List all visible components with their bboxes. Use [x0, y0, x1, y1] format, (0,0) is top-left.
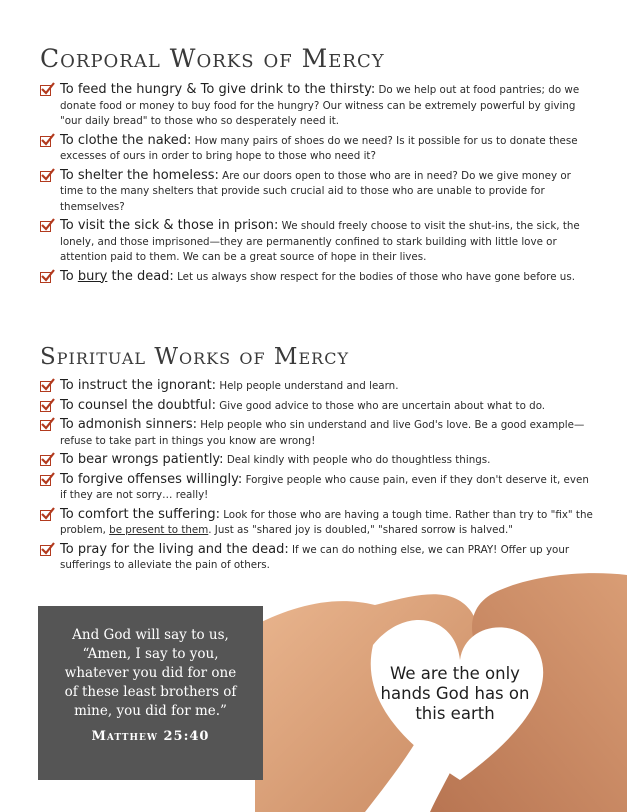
quote-line: whatever you did for one [64, 665, 237, 681]
checkbox-icon [40, 85, 51, 96]
hands-caption [370, 664, 540, 724]
scripture-quote-box [38, 606, 263, 780]
caption-line: this earth [415, 704, 495, 723]
quote-line: “Amen, I say to you, [82, 646, 219, 662]
work-title: To instruct the ignorant: [60, 378, 217, 393]
work-title: To comfort the suffering: [60, 506, 220, 522]
list-item [40, 472, 596, 504]
work-title: To forgive offenses willingly: [60, 471, 243, 487]
checkbox-icon [40, 381, 51, 392]
work-description: Do we help out at food pantries; do we donate food or money to buy food for the hungry? Our witness can be extremely powerful by giving "our daily bread" to those who so desperately need it. [60, 84, 580, 127]
work-title-underlined: bury [77, 268, 108, 284]
work-description: If we can do nothing else, we can PRAY! Offer up your sufferings to alleviate the pain of others. [60, 543, 570, 571]
work-description: Help people who sin understand and live God's love. Be a good example— refuse to take part in things you know are wrong! [60, 419, 585, 447]
work-title: To bear wrongs patiently: [60, 452, 224, 467]
quote-line: And God will say to us, [72, 627, 229, 643]
work-title [60, 269, 174, 284]
work-title: To clothe the naked: [60, 132, 192, 148]
checkbox-icon [40, 510, 51, 521]
checkbox-icon [40, 136, 51, 147]
list-item [40, 452, 596, 469]
caption-line: hands God has on [380, 684, 530, 703]
list-item [40, 133, 596, 165]
checkbox-icon [40, 420, 51, 431]
list-item [40, 82, 596, 130]
work-description: How many pairs of shoes do we need? Is it possible for us to donate these excesses of ours in order to bring hope to those who need it? [60, 134, 578, 162]
list-item [40, 168, 596, 216]
quote-line: of these least brothers of [64, 684, 237, 700]
quote-text [38, 626, 263, 721]
caption-line: We are the only [390, 664, 520, 683]
list-item [40, 398, 596, 415]
work-description-part: Look for those who are having a tough time. Rather than try to "fix" the problem, [60, 508, 593, 536]
work-title-pre: To [60, 268, 78, 284]
work-title: To feed the hungry & To give drink to the thirsty: [60, 82, 376, 97]
work-title-post: the dead: [107, 268, 174, 284]
list-item [40, 378, 596, 395]
list-item [40, 507, 596, 539]
corporal-works-title: Corporal Works of Mercy [40, 44, 385, 73]
work-description: Deal kindly with people who do thoughtless things. [223, 454, 491, 466]
list-item [40, 269, 596, 286]
list-item [40, 218, 596, 266]
checkbox-icon [40, 171, 51, 182]
work-description: We should freely choose to visit the shut-ins, the sick, the lonely, and those imprisoned—they are permanently confined to stark building with little love or attention paid to them. We can be a great source of hope in their lives. [60, 220, 580, 263]
quote-reference: Matthew 25:40 [91, 729, 210, 744]
corporal-works-list [40, 82, 596, 288]
work-title: To counsel the doubtful: [60, 397, 216, 413]
work-description-part: . Just as "shared joy is doubled," "shared sorrow is halved." [208, 524, 513, 536]
work-description: Give good advice to those who are uncertain about what to do. [215, 399, 546, 412]
work-title: To shelter the homeless: [60, 167, 219, 183]
work-title: To visit the sick & those in prison: [60, 218, 279, 233]
checkbox-icon [40, 221, 51, 232]
spiritual-works-title: Spiritual Works of Mercy [40, 344, 350, 370]
checkbox-icon [40, 455, 51, 466]
work-description: Forgive people who cause pain, even if they don't deserve it, even if they are not sorry… really! [60, 473, 589, 501]
checkbox-icon [40, 545, 51, 556]
work-description: Are our doors open to those who are in need? Do we give money or time to the many shelters that provide such crucial aid to those who are unable to provide for themselves? [60, 169, 571, 213]
checkbox-icon [40, 401, 51, 412]
checkbox-icon [40, 272, 51, 283]
spiritual-works-list [40, 378, 596, 577]
work-description: Help people understand and learn. [216, 380, 399, 392]
work-title: To pray for the living and the dead: [60, 541, 289, 557]
checkbox-icon [40, 475, 51, 486]
work-description-underlined: be present to them [109, 524, 209, 536]
work-title: To admonish sinners: [60, 417, 198, 432]
list-item [40, 417, 596, 449]
quote-line: mine, you did for me.” [74, 703, 227, 719]
work-description: Let us always show respect for the bodies of those who have gone before us. [173, 270, 575, 283]
